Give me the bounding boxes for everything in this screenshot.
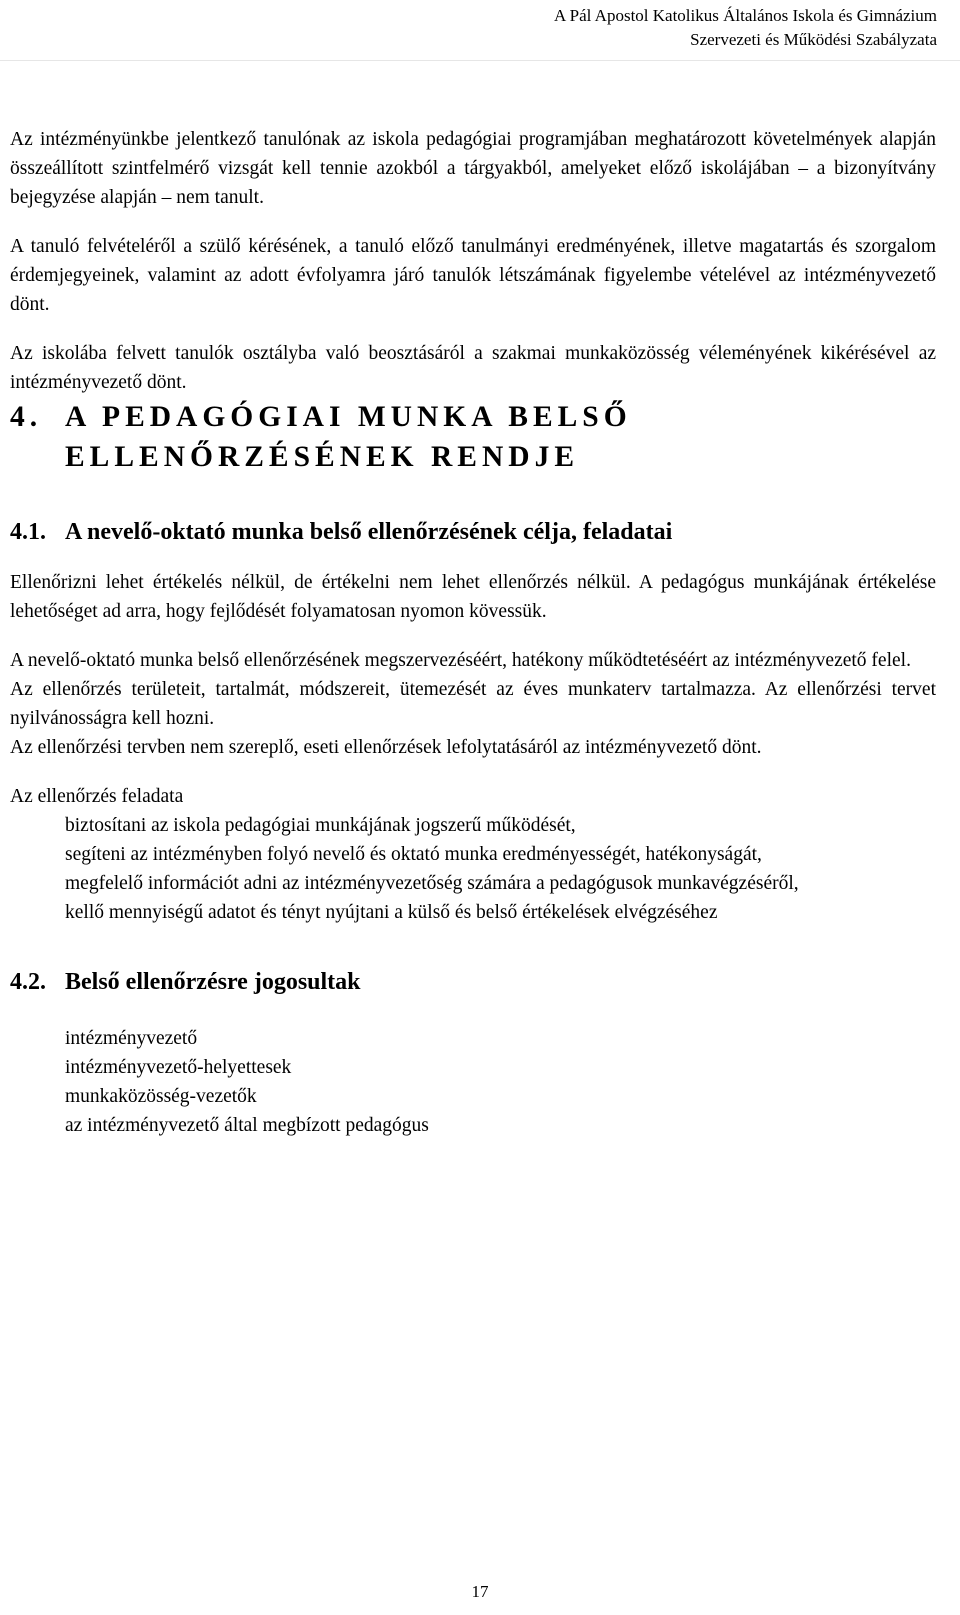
section-4-1-paragraph-1: Ellenőrizni lehet értékelés nélkül, de értékelni nem lehet ellenőrzés nélkül. A pedagógus munkájának értékelése lehetőséget ad arra, hogy fejlődését folyamatosan nyomon kövessük. xyxy=(10,572,936,622)
intro-paragraph-1: Az intézményünkbe jelentkező tanulónak az iskola pedagógiai programjában meghatározott követelmények alapján összeállított szintfelmérő vizsgát kell tennie azokból a tárgyakból, amelyeket előző iskolájában – a bizonyítvány bejegyzése alapján – nem tanult. xyxy=(10,129,936,208)
chapter-title xyxy=(10,397,936,477)
section-4-1-number: 4.1. xyxy=(10,519,46,545)
page-number: 17 xyxy=(471,1582,489,1601)
task-item: kellő mennyiségű adatot és tényt nyújtani a külső és belső értékelések elvégzéséhez xyxy=(65,902,718,923)
section-4-1-paragraph-3: Az ellenőrzés területeit, tartalmát, módszereit, ütemezését az éves munkaterv tartalmazza. Az ellenőrzési tervet nyilvánosságra kell hozni. xyxy=(10,679,936,729)
chapter-title-line1: A PEDAGÓGIAI MUNKA BELSŐ xyxy=(65,401,632,433)
page-content xyxy=(10,125,936,1140)
authorized-list xyxy=(10,1024,936,1140)
chapter-number: 4. xyxy=(10,401,43,433)
authorized-item: intézményvezető-helyettesek xyxy=(65,1057,292,1078)
intro-paragraph-2: A tanuló felvételéről a szülő kérésének, a tanuló előző tanulmányi eredményének, illetve magatartás és szorgalom érdemjegyeinek, valamint az adott évfolyamra járó tanulók létszámának figyelembe vételével az intézményvezető dönt. xyxy=(10,236,936,315)
authorized-item: intézményvezető xyxy=(65,1028,198,1049)
header-school-name: A Pál Apostol Katolikus Általános Iskola és Gimnázium xyxy=(554,6,937,25)
task-item: segíteni az intézményben folyó nevelő és oktató munka eredményességét, hatékonyságát, xyxy=(65,844,762,865)
section-4-2-title xyxy=(10,965,936,999)
authorized-item: munkaközösség-vezetők xyxy=(65,1086,257,1107)
section-4-1-paragraph-2: A nevelő-oktató munka belső ellenőrzésének megszervezéséért, hatékony működtetéséért az intézményvezető felel. xyxy=(10,650,911,671)
page-header xyxy=(554,4,937,52)
tasks-intro: Az ellenőrzés feladata xyxy=(10,786,184,807)
section-4-1-paragraph-4: Az ellenőrzési tervben nem szereplő, eseti ellenőrzések lefolytatásáról az intézményvezető dönt. xyxy=(10,737,762,758)
tasks-list xyxy=(10,811,936,927)
chapter-title-line2: ELLENŐRZÉSÉNEK RENDJE xyxy=(65,441,580,473)
intro-paragraph-3: Az iskolába felvett tanulók osztályba való beosztásáról a szakmai munkaközösség véleményének kikérésével az intézményvezető dönt. xyxy=(10,343,936,393)
authorized-item: az intézményvezető által megbízott pedagógus xyxy=(65,1115,429,1136)
task-item: biztosítani az iskola pedagógiai munkájának jogszerű működését, xyxy=(65,815,576,836)
header-divider xyxy=(0,60,960,61)
header-document-title: Szervezeti és Működési Szabályzata xyxy=(690,30,937,49)
section-4-2-heading: Belső ellenőrzésre jogosultak xyxy=(65,969,361,995)
section-4-1-title xyxy=(10,515,936,549)
section-4-2-number: 4.2. xyxy=(10,969,46,995)
section-4-1-heading: A nevelő-oktató munka belső ellenőrzésének célja, feladatai xyxy=(65,519,673,545)
task-item: megfelelő információt adni az intézményvezetőség számára a pedagógusok munkavégzéséről, xyxy=(65,873,799,894)
